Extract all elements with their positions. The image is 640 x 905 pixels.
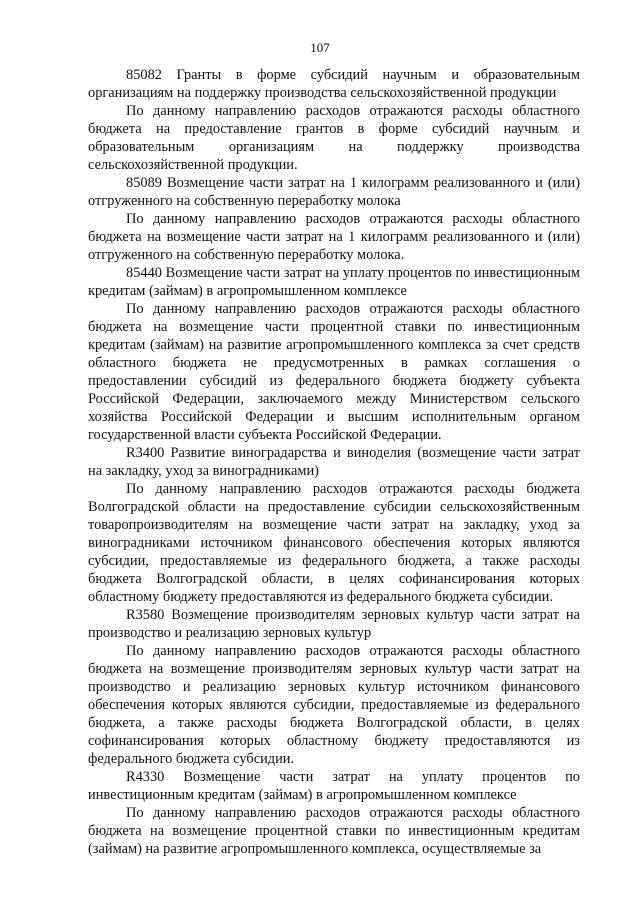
- paragraph-85440-description: По данному направлению расходов отражаются расходы областного бюджета на возмещение части процентной ставки по инвестиционным кредитам (займам) на развитие агропромышленного комплекса за счет средств областного бюджета не предусмотренных в рамках соглашения о предоставлении субсидий из федерального бюджета бюджету субъекта Российской Федерации, заключаемого между Министерством сельского хозяйства Российской Федерации и высшим исполнительным органом государственной власти субъекта Российской Федерации.: [88, 301, 580, 443]
- paragraph-r3580-description: По данному направлению расходов отражаются расходы областного бюджета на возмещение производителям зерновых культур части затрат на производство и реализацию зерновых культур источником финансового обеспечения которых являются субсидии, предоставляемые из федерального бюджета, а также расходы бюджета Волгоградской области, в целях софинансирования которых областному бюджету предоставляются из федерального бюджета субсидии.: [88, 643, 580, 767]
- paragraph-85082-description: По данному направлению расходов отражаются расходы областного бюджета на предоставление грантов в форме субсидий научным и образовательным организациям на поддержку производства сельскохозяйственной продукции.: [88, 103, 580, 173]
- paragraph-85082-heading: 85082 Гранты в форме субсидий научным и образовательным организациям на поддержку производства сельскохозяйственной продукции: [88, 67, 580, 101]
- paragraph-85440-heading: 85440 Возмещение части затрат на уплату процентов по инвестиционным кредитам (займам) в агропромышленном комплексе: [88, 265, 580, 299]
- paragraph-85089-description: По данному направлению расходов отражаются расходы областного бюджета на возмещение части затрат на 1 килограмм реализованного и (или) отгруженного на собственную переработку молока.: [88, 211, 580, 263]
- page-number: 107: [310, 40, 330, 55]
- paragraph-85089-heading: 85089 Возмещение части затрат на 1 килограмм реализованного и (или) отгруженного на собственную переработку молока: [88, 175, 580, 209]
- paragraph-r3580-heading: R3580 Возмещение производителям зерновых культур части затрат на производство и реализацию зерновых культур: [88, 607, 580, 641]
- paragraph-r4330-heading: R4330 Возмещение части затрат на уплату процентов по инвестиционным кредитам (займам) в агропромышленном комплексе: [88, 769, 580, 803]
- document-body: [88, 66, 580, 858]
- paragraph-r3400-heading: R3400 Развитие виноградарства и виноделия (возмещение части затрат на закладку, уход за виноградниками): [88, 445, 580, 479]
- paragraph-r4330-description: По данному направлению расходов отражаются расходы областного бюджета на возмещение процентной ставки по инвестиционным кредитам (займам) на развитие агропромышленного комплекса, осуществляемые за: [88, 805, 580, 857]
- paragraph-r3400-description: По данному направлению расходов отражаются расходы бюджета Волгоградской области на предоставление субсидии сельскохозяйственным товаропроизводителям на возмещение части затрат на закладку, уход за виноградниками источником финансового обеспечения которых являются субсидии, предоставляемые из федерального бюджета, а также расходы бюджета Волгоградской области, в целях софинансирования которых областному бюджету предоставляются из федерального бюджета субсидии.: [88, 481, 580, 605]
